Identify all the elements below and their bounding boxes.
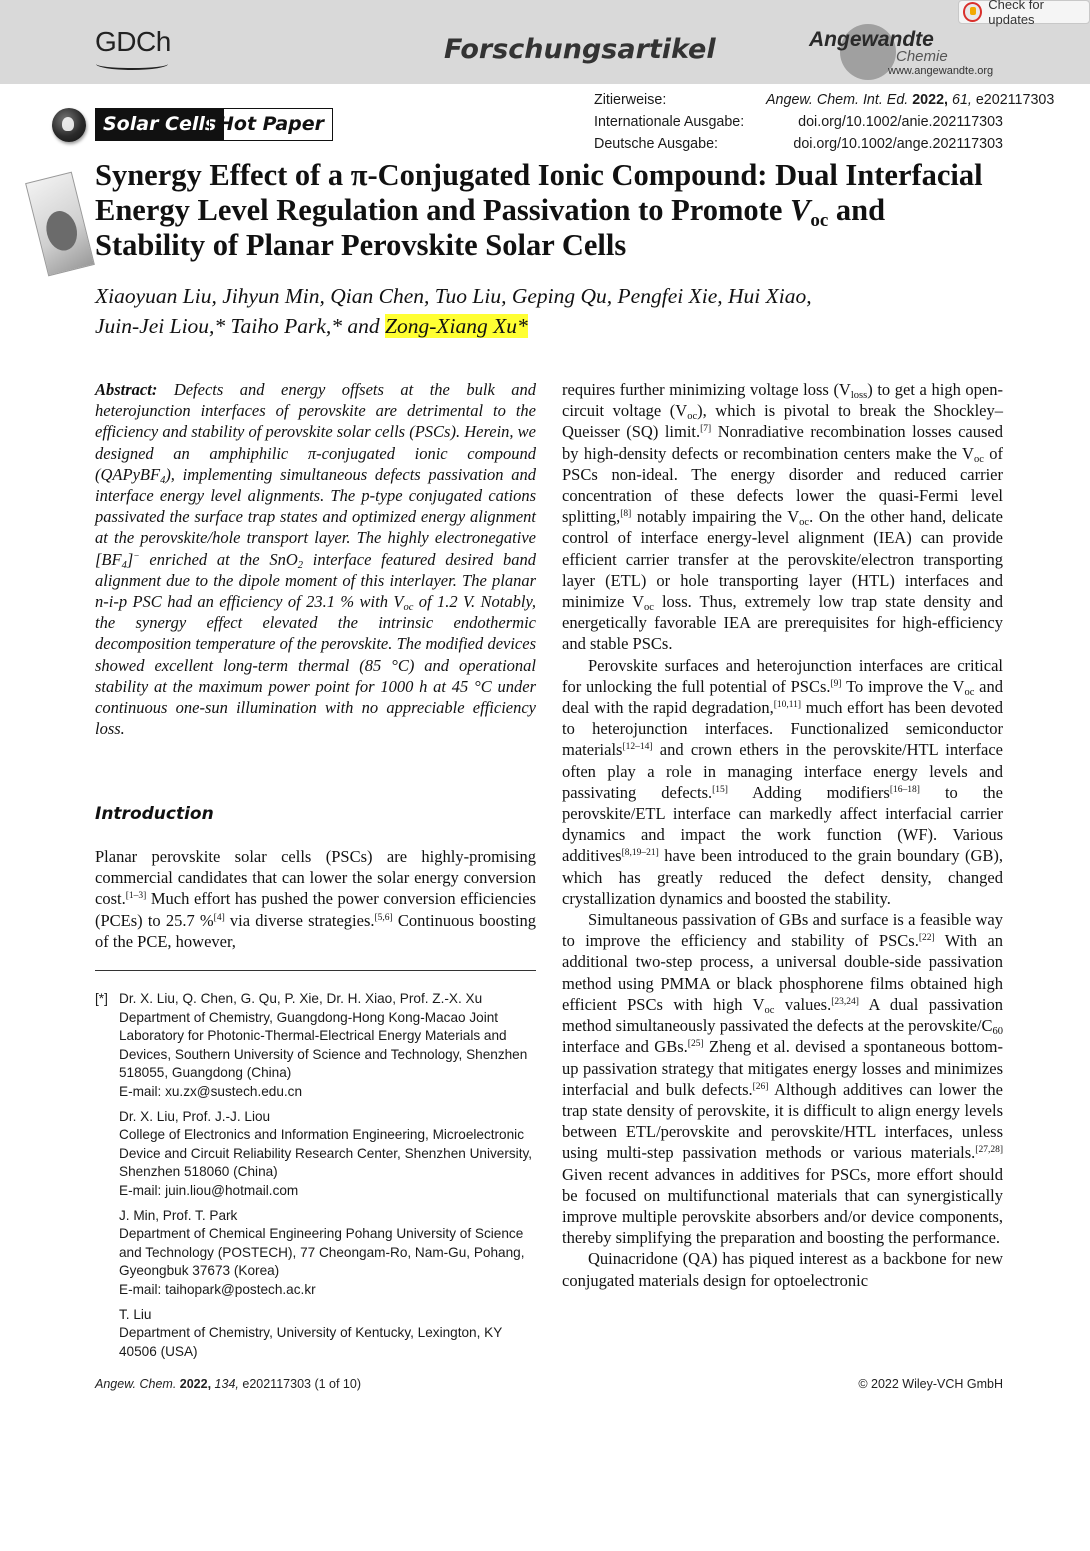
- body-paragraph: Simultaneous passivation of GBs and surface is a feasible way to improve the efficiency and stability of PSCs.[22] With an additional two-step process, a universal double-side passivation method using PMMA or black phosphorene films obtained high efficient PSCs with high $V_{oc}$ values.[23,24] A dual passivation method simultaneously passivated the defects at the perovskite/$C_{60}$ interface and GBs.[25] Zheng et al. devised a spontaneous bottom-up passivation strategy that mitigates energy losses and minimizes interfacial and bulk defects.[26] Although additives can lower the trap state density of perovskite, it is difficult to align energy levels between ETL/perovskite and perovskite/HTL interfaces, unless using multi-step passivation methods or various materials.[27,28] Given recent advances in additives for PSCs, more effort should be focused on multifunctional materials that can synergistically improve multiple perovskite absorbers and/or device components, thereby simplifying the preparation and boosting the performance.: [562, 910, 1004, 1248]
- crossmark-icon: [963, 2, 982, 22]
- affiliation-group: Dr. X. Liu, Prof. J.-J. Liou College of Electronics and Information Engineering, Microelectronic Device and Circuit Reliability Research Center, Shenzhen University, Shenzhen 518060 (China) E-mail: juin.liou@hotmail.com: [119, 1108, 536, 1201]
- publisher-logo: GDCh: [95, 26, 171, 57]
- intro-paragraph: Planar perovskite solar cells (PSCs) are highly-promising commercial candidates that can lower the solar energy conversion cost.[1–3] Much effort has pushed the power conversion efficiencies (PCEs) to 25.7 %[4] via diverse strategies.[5,6] Continuous boosting of the PCE, however,: [95, 847, 537, 951]
- journal-logo-name: Angewandte: [809, 28, 934, 51]
- affiliation-group: Dr. X. Liu, Q. Chen, G. Qu, P. Xie, Dr. H. Xiao, Prof. Z.-X. Xu Department of Chemistry, Guangdong-Hong Kong-Macao Joint Laboratory for Photonic-Thermal-Electrical Energy Materials and Devices, Southern University of Science and Technology, Shenzhen 518055, Guangdong (China) E-mail: xu.zx@sustech.edu.cn: [119, 990, 536, 1102]
- publisher-logo-swoosh: [96, 58, 168, 70]
- email-link[interactable]: E-mail: juin.liou@hotmail.com: [119, 1182, 299, 1198]
- journal-cover-thumbnail: [25, 172, 95, 277]
- copyright: © 2022 Wiley-VCH GmbH: [858, 1377, 1003, 1391]
- introduction-heading: Introduction: [95, 804, 214, 824]
- page-footer-citation: Angew. Chem. 2022, 134, e202117303 (1 of 10): [95, 1377, 361, 1391]
- author-list: Xiaoyuan Liu, Jihyun Min, Qian Chen, Tuo Liu, Geping Qu, Pengfei Xie, Hui Xiao, Juin-Jei Liou,* Taiho Park,* and Zong-Xiang Xu*: [95, 284, 812, 338]
- left-column: [95, 379, 536, 1367]
- affiliations: [95, 990, 536, 1361]
- german-edition-label: Deutsche Ausgabe:: [594, 136, 718, 152]
- abstract: Abstract: Defects and energy offsets at the bulk and heterojunction interfaces of perovskite are detrimental to the efficiency and stability of perovskite solar cells (PSCs). Herein, we designed an amphiphilic π-conjugated ionic compound (QAPyBF$_4$), implementing simultaneous defects passivation and interface energy level alignments. The p-type conjugated cations passivated the surface trap states and optimized energy alignment at the perovskite/hole transport layer. The highly electronegative $[BF_4]^-$ enriched at the SnO$_2$ interface featured desired band alignment due to the dipole moment of this interlayer. The planar n-i-p PSC had an efficiency of 23.1 % with $V_{oc}$ of 1.2 V. Notably, the synergy effect elevated the intrinsic endothermic decomposition temperature of the perovskite. The modified devices showed excellent long-term thermal (85 °C) and operational stability at the maximum power point for 1000 h at 45 °C under continuous one-sun illumination with no appreciable efficiency loss.: [95, 380, 537, 739]
- check-updates-button[interactable]: [958, 0, 1090, 27]
- affiliation-group: J. Min, Prof. T. Park Department of Chemical Engineering Pohang University of Science and Technology (POSTECH), 77 Cheongam-Ro, Nam-Gu, Pohang, Gyeongbuk 37673 (Korea) E-mail: taihopark@postech.ac.kr: [119, 1207, 536, 1300]
- intl-doi-link[interactable]: doi.org/10.1002/anie.202117303: [798, 114, 1003, 130]
- highlighted-author: Zong-Xiang Xu*: [385, 314, 528, 338]
- check-updates-label: Check for updates: [988, 0, 1044, 27]
- footnote-divider: [95, 970, 536, 971]
- article-title: Synergy Effect of a π-Conjugated Ionic Compound: Dual Interfacial Energy Level Regulation and Passivation to Promote Voc and Stability of Planar Perovskite Solar Cells: [95, 158, 983, 262]
- hot-paper-tag: Hot Paper: [209, 108, 333, 141]
- body-paragraph: Quinacridone (QA) has piqued interest as a backbone for new conjugated materials design for optoelectronic: [562, 1249, 1003, 1290]
- citation-value: Angew. Chem. Int. Ed. 2022, 61, e202117303: [766, 92, 1055, 108]
- body-paragraph: Perovskite surfaces and heterojunction interfaces are critical for unlocking the full potential of PSCs.[9] To improve the $V_{oc}$ and deal with the rapid degradation,[10,11] much effort has been devoted to heterojunction interfaces. Functionalized semiconductor materials[12–14] and crown ethers in the perovskite/HTL interface often play a role in managing interface energy levels and passivating defects.[15] Adding modifiers[16–18] to the perovskite/ETL interface can markedly affect interfacial carrier dynamics and impact the work function (WF). Various additives[8,19–21] have been introduced to the grain boundary (GB), which has greatly reduced the defect density, changed crystallization dynamics and boosted the stability.: [562, 655, 1004, 908]
- body-paragraph: requires further minimizing voltage loss $(V_{loss})$ to get a high open-circuit voltage $(V_{oc})$, which is pivotal to break the Shockley–Queisser (SQ) limit.[7] Nonradiative recombination losses caused by high-density defects or recombination centers make the $V_{oc}$ of PSCs non-ideal. The energy disorder and reduced carrier concentration of these defects lower the quasi-Fermi level splitting,[8] notably impairing the $V_{oc}$. On the other hand, delicate control of interface energy-level alignment (IEA) can provide efficient carrier transfer at the perovskite/electron transporting layer (ETL) or hole transporting layer (HTL) interfaces and minimize $V_{oc}$ loss. Thus, extremely low trap state density and energetically favorable IEA are prerequisites for high-efficiency and stable PSCs.: [562, 380, 1004, 654]
- german-doi-link[interactable]: doi.org/10.1002/ange.202117303: [793, 136, 1003, 152]
- category-tag: Solar Cells: [95, 108, 224, 141]
- email-link[interactable]: E-mail: taihopark@postech.ac.kr: [119, 1281, 316, 1297]
- citation-block: [594, 89, 1055, 155]
- email-link[interactable]: E-mail: xu.zx@sustech.edu.cn: [119, 1083, 303, 1099]
- journal-url[interactable]: www.angewandte.org: [888, 65, 994, 77]
- section-title: Forschungsartikel: [444, 34, 716, 65]
- intl-edition-label: Internationale Ausgabe:: [594, 114, 745, 130]
- hot-paper-icon: [52, 108, 86, 142]
- citation-label: Zitierweise:: [594, 92, 667, 108]
- journal-logo-sub: Chemie: [896, 48, 948, 65]
- affiliation-marker: [*]: [95, 991, 108, 1007]
- right-column: [562, 379, 1003, 1291]
- affiliation-group: T. Liu Department of Chemistry, University of Kentucky, Lexington, KY 40506 (USA): [119, 1306, 503, 1359]
